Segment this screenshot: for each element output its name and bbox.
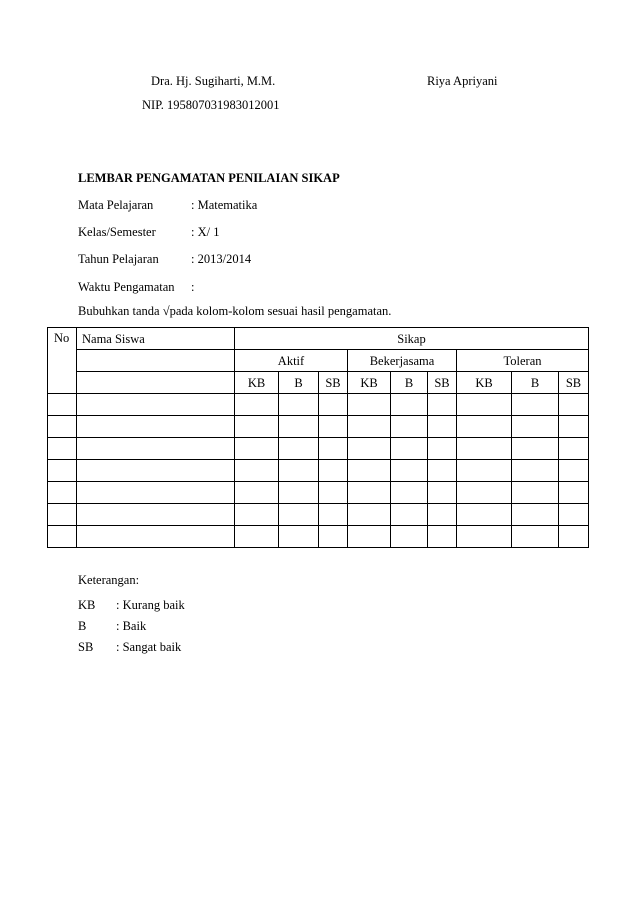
score-kb: KB — [235, 372, 279, 394]
legend-item — [78, 640, 181, 655]
document-title: LEMBAR PENGAMATAN PENILAIAN SIKAP — [78, 171, 340, 185]
legend-item — [78, 619, 146, 634]
instruction-text: Bubuhkan tanda √pada kolom-kolom sesuai hasil pengamatan. — [78, 304, 392, 318]
info-row-observation-time — [78, 280, 194, 295]
legend-item — [78, 598, 185, 613]
score-b: B — [512, 372, 559, 394]
legend-code: B — [78, 619, 87, 633]
score-kb: KB — [348, 372, 391, 394]
signature-right-name: Riya Apriyani — [427, 74, 498, 88]
info-row-class-semester — [78, 225, 219, 240]
score-kb: KB — [457, 372, 512, 394]
table-row — [48, 438, 589, 460]
legend-code: SB — [78, 640, 94, 654]
legend-desc: : Baik — [116, 619, 147, 633]
info-label: Kelas/Semester — [78, 225, 156, 239]
signature-left-name: Dra. Hj. Sugiharti, M.M. — [151, 74, 276, 88]
score-b: B — [279, 372, 319, 394]
table-row — [48, 504, 589, 526]
header-aspect-tolerance: Toleran — [457, 350, 589, 372]
legend-title: Keterangan: — [78, 573, 140, 587]
header-attitude: Sikap — [235, 328, 589, 350]
table-row — [48, 416, 589, 438]
header-name-blank — [77, 372, 235, 394]
table-row — [48, 482, 589, 504]
info-value: : — [191, 280, 195, 294]
info-label: Mata Pelajaran — [78, 198, 154, 212]
score-sb: SB — [559, 372, 589, 394]
signature-left-nip: NIP. 195807031983012001 — [142, 98, 280, 112]
info-value: : X/ 1 — [191, 225, 220, 239]
score-sb: SB — [319, 372, 348, 394]
header-name-blank — [77, 350, 235, 372]
legend-desc: : Kurang baik — [116, 598, 185, 612]
score-sb: SB — [428, 372, 457, 394]
info-row-school-year — [78, 252, 251, 267]
info-label: Waktu Pengamatan — [78, 280, 175, 294]
header-no: No — [48, 328, 77, 394]
table-row — [48, 394, 589, 416]
info-label: Tahun Pelajaran — [78, 252, 159, 266]
info-value: : 2013/2014 — [191, 252, 252, 266]
header-aspect-cooperation: Bekerjasama — [348, 350, 457, 372]
legend-code: KB — [78, 598, 96, 612]
table-row — [48, 460, 589, 482]
legend-desc: : Sangat baik — [116, 640, 182, 654]
score-b: B — [391, 372, 428, 394]
info-value: : Matematika — [191, 198, 258, 212]
table-row — [48, 526, 589, 548]
observation-table — [47, 327, 589, 548]
header-aspect-active: Aktif — [235, 350, 348, 372]
header-student-name: Nama Siswa — [77, 328, 235, 350]
info-row-subject — [78, 198, 257, 213]
